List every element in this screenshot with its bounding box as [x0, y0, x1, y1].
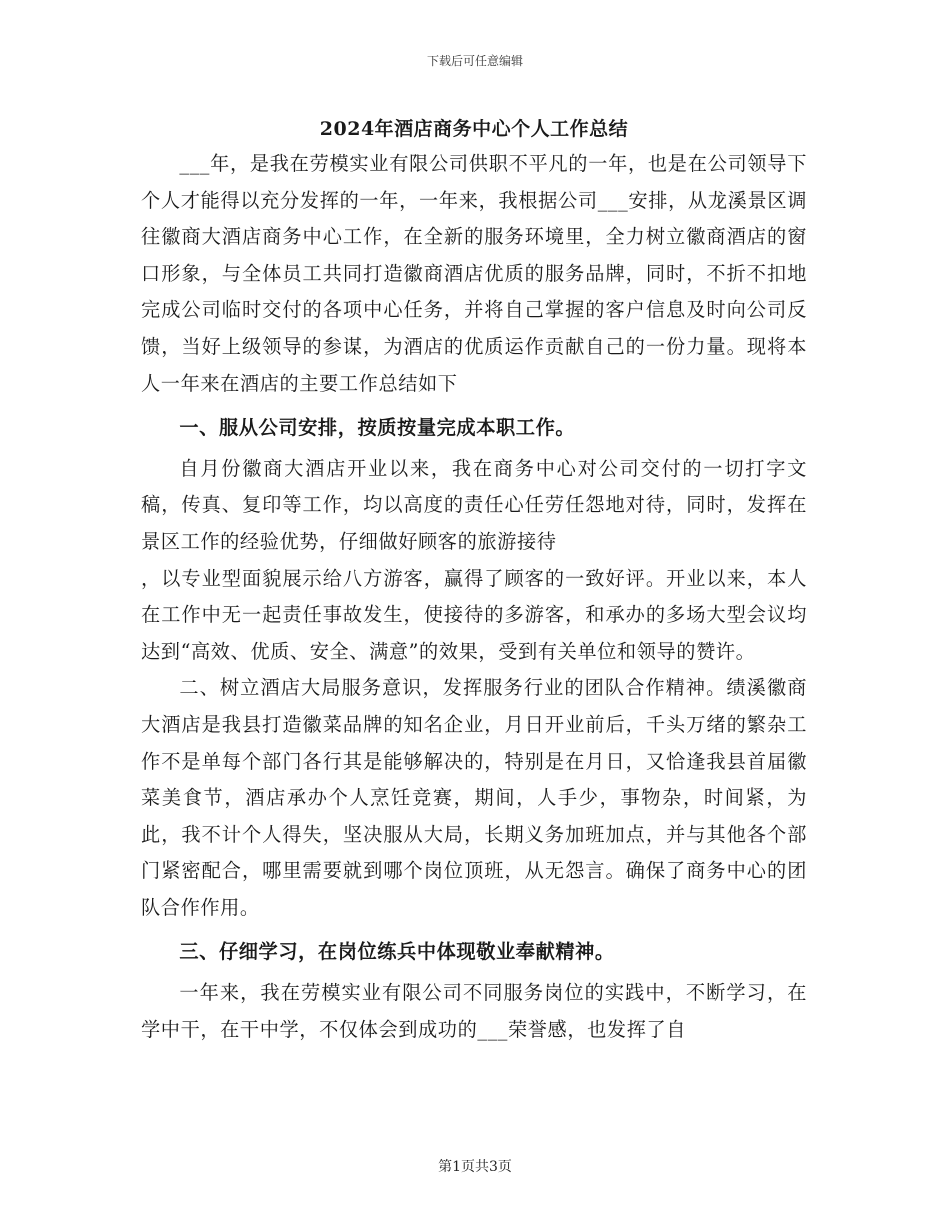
section-2-paragraph: 二、树立酒店大局服务意识，发挥服务行业的团队合作精神。绩溪徽商大酒店是我县打造徽菜品牌的知名企业，月日开业前后，千头万绪的繁杂工作不是单每个部门各行其是能够解决的，特别是在月日，又恰逢我县首届徽菜美食节，酒店承办个人烹饪竞赛，期间，人手少，事物杂，时间紧，为此，我不计个人得失，坚决服从大局，长期义务加班加点，并与其他各个部门紧密配合，哪里需要就到哪个岗位顶班，从无怨言。确保了商务中心的团队合作作用。: [141, 676, 807, 919]
section-1-paragraph-2: ，以专业型面貌展示给八方游客，赢得了顾客的一致好评。开业以来，本人在工作中无一起责任事故发生，使接待的多游客，和承办的多场大型会议均达到“高效、优质、安全、满意”的效果，受到有关单位和领导的赞许。: [141, 566, 807, 663]
section-1-heading: 一、服从公司安排，按质按量完成本职工作。: [179, 416, 576, 440]
page-number-footer: 第1页共3页: [438, 1159, 512, 1175]
section-3-heading: 三、仔细学习，在岗位练兵中体现敬业奉献精神。: [179, 940, 615, 964]
header-note: 下载后可任意编辑: [426, 54, 523, 68]
section-1-paragraph-1: 自月份徽商大酒店开业以来，我在商务中心对公司交付的一切打字文稿，传真、复印等工作，均以高度的责任心任劳任怨地对待，同时，发挥在景区工作的经验优势，仔细做好顾客的旅游接待: [141, 456, 807, 553]
intro-paragraph: ___年，是我在劳模实业有限公司供职不平凡的一年，也是在公司领导下个人才能得以充分发挥的一年，一年来，我根据公司___安排，从龙溪景区调往徽商大酒店商务中心工作，在全新的服务环境里，全力树立徽商酒店的窗口形象，与全体员工共同打造徽商酒店优质的服务品牌，同时，不折不扣地完成公司临时交付的各项中心任务，并将自己掌握的客户信息及时向公司反馈，当好上级领导的参谋，为酒店的优质运作贡献自己的一份力量。现将本人一年来在酒店的主要工作总结如下: [141, 152, 807, 395]
section-3-paragraph: 一年来，我在劳模实业有限公司不同服务岗位的实践中，不断学习，在学中干，在干中学，不仅体会到成功的___荣誉感，也发挥了自: [141, 981, 807, 1041]
document-title: 2024年酒店商务中心个人工作总结: [319, 118, 629, 140]
document-body: [141, 112, 807, 1048]
